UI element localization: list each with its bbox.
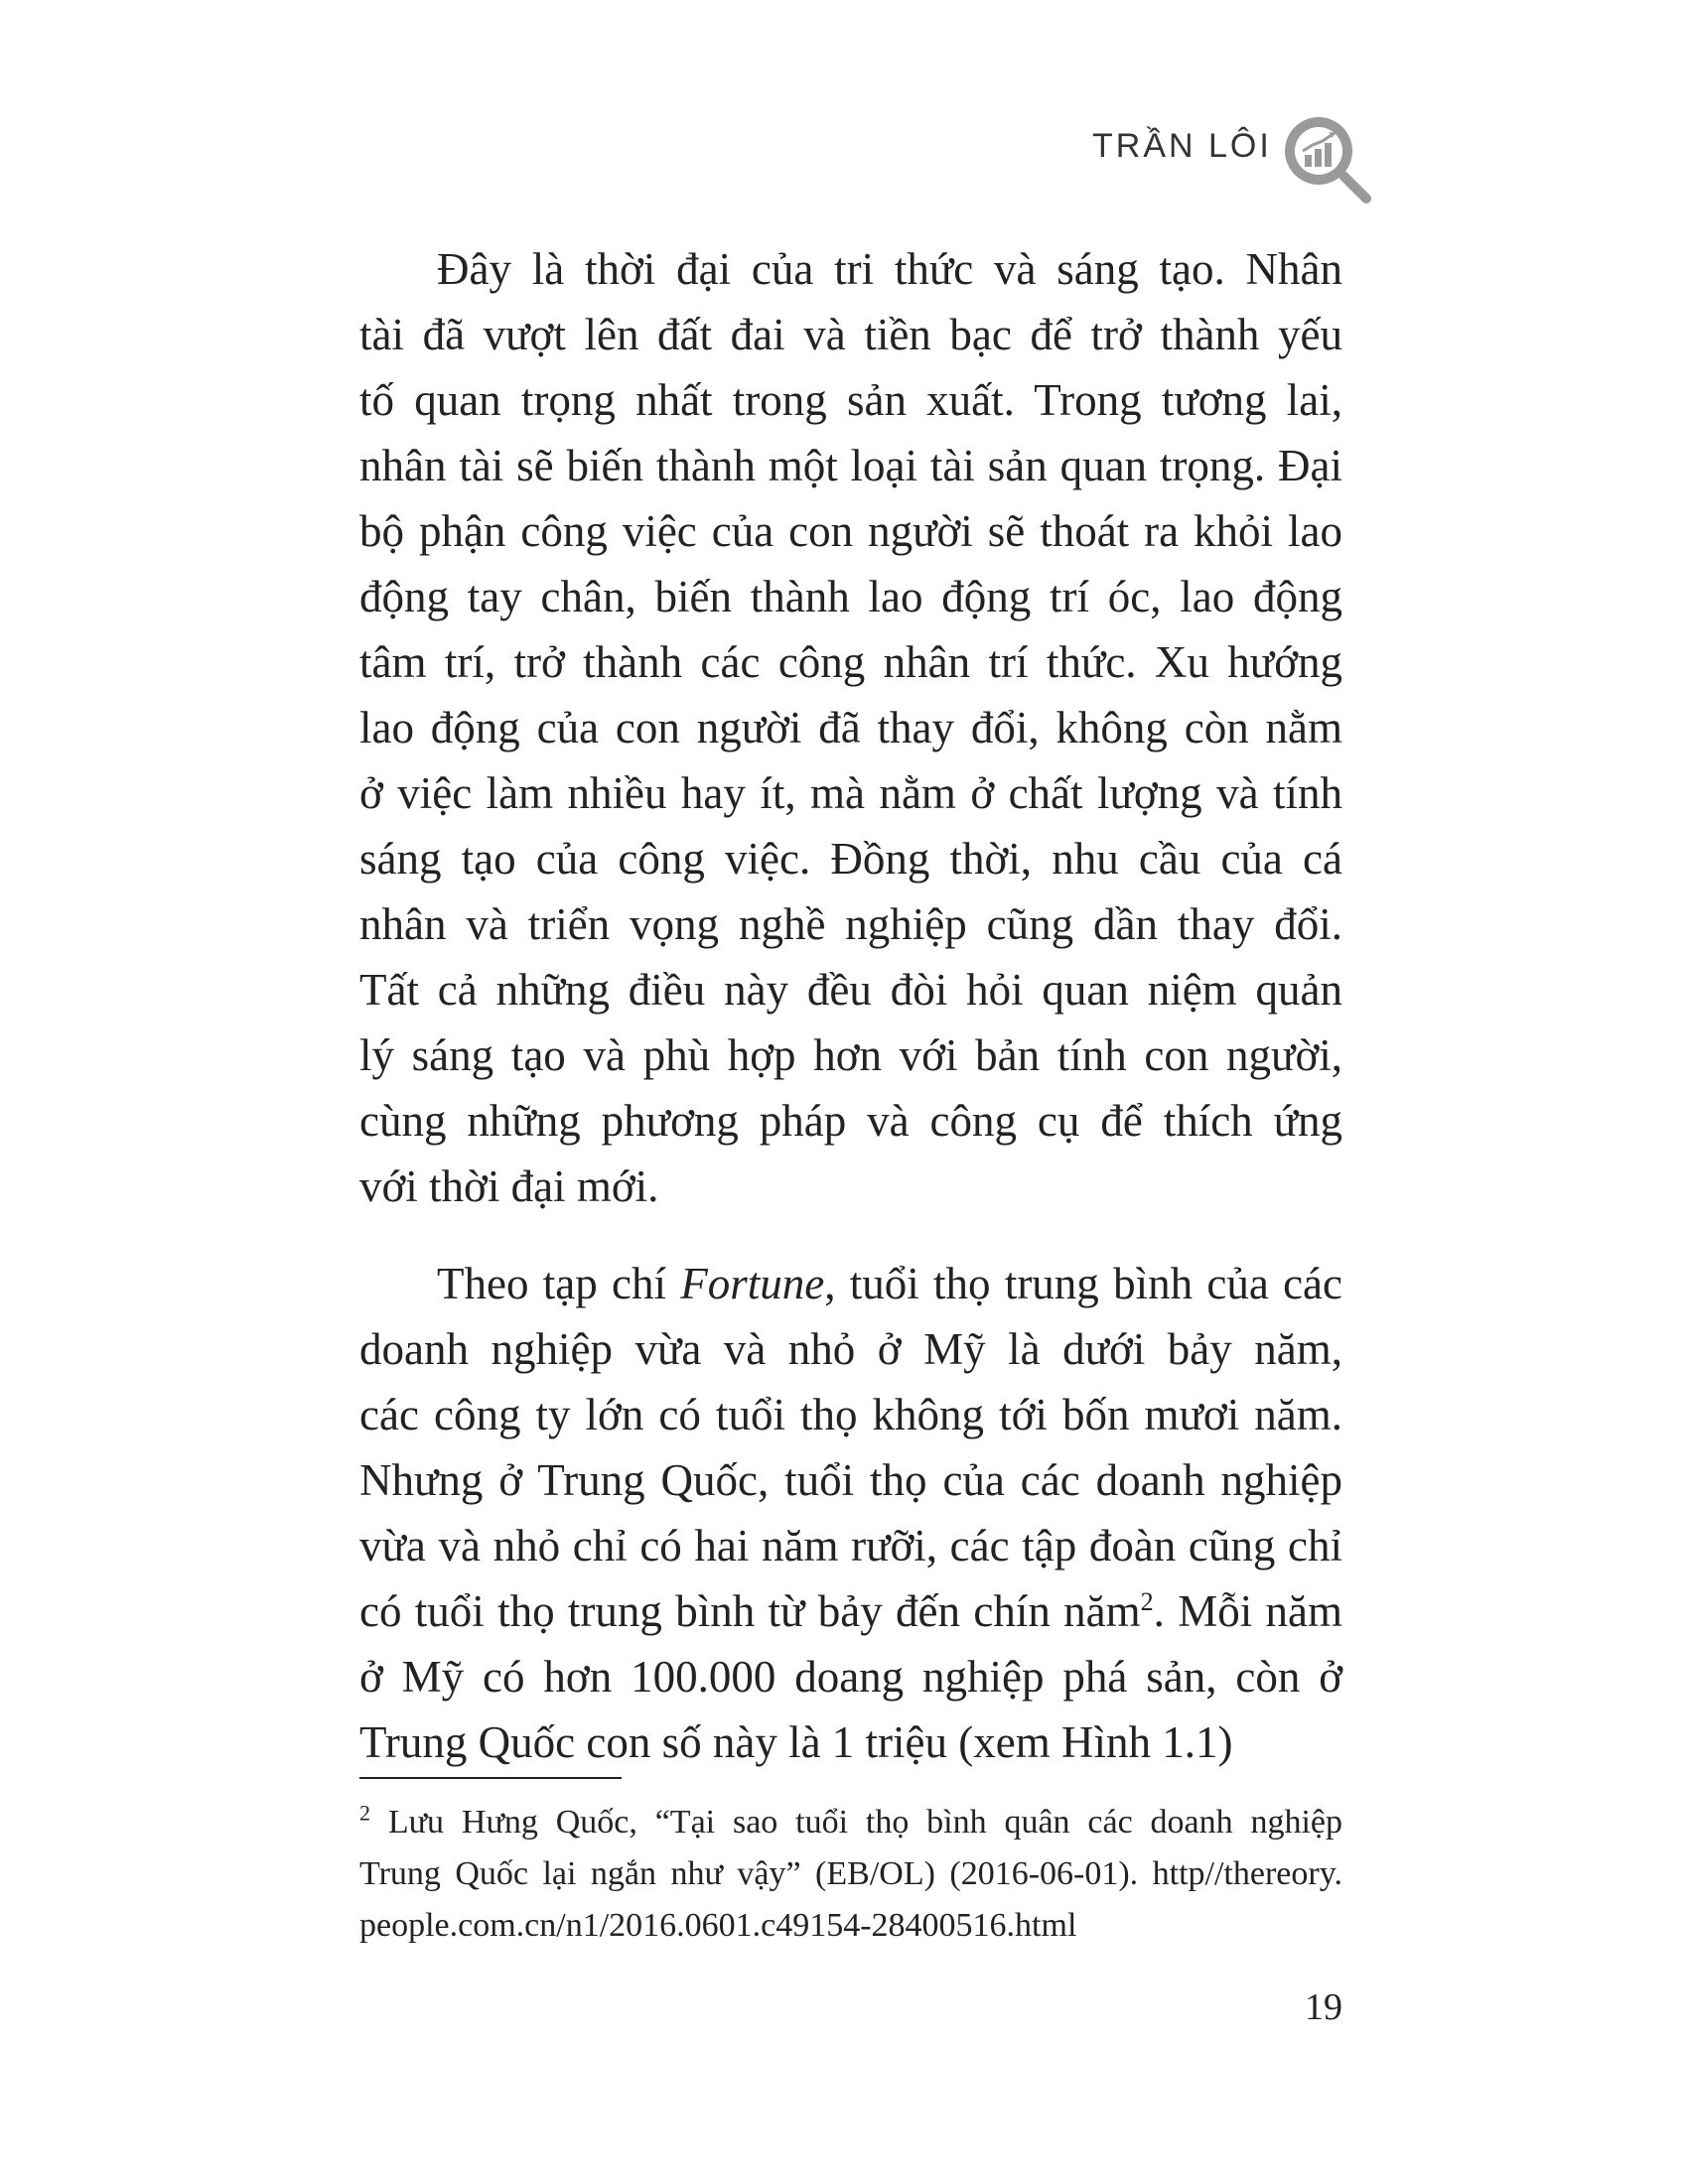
- text-run: có tuổi thọ trung bình từ bảy đến chín năm: [359, 1586, 1141, 1636]
- paragraph-line: Đây là thời đại của tri thức và sáng tạo. Nhân: [437, 244, 1342, 294]
- paragraph-spacer: [359, 1219, 1342, 1251]
- paragraph-line: cùng những phương pháp và công cụ để thích ứng: [359, 1096, 1342, 1146]
- footnote-line: Trung Quốc lại ngắn như vậy” (EB/OL) (2016-06-01). http//thereory.: [359, 1855, 1342, 1892]
- magnifier-chart-icon: [1279, 111, 1378, 210]
- paragraph-line: lý sáng tạo và phù hợp hơn với bản tính con người,: [359, 1030, 1342, 1080]
- paragraph-line: ở việc làm nhiều hay ít, mà nằm ở chất lượng và tính: [359, 768, 1342, 818]
- footnote-reference[interactable]: 2: [1140, 1587, 1154, 1616]
- footnote-divider: [359, 1777, 622, 1779]
- paragraph-line: nhân và triển vọng nghề nghiệp cũng dần thay đổi.: [359, 899, 1342, 949]
- text-run: , tuổi thọ trung bình của các: [824, 1259, 1342, 1308]
- paragraph-line: tâm trí, trở thành các công nhân trí thức. Xu hướng: [359, 637, 1342, 687]
- text-run: . Mỗi năm: [1153, 1586, 1342, 1636]
- paragraph-line: Tất cả những điều này đều đòi hỏi quan niệm quản: [359, 965, 1342, 1015]
- paragraph-1: [359, 236, 1342, 1219]
- paragraph-line: doanh nghiệp vừa và nhỏ ở Mỹ là dưới bảy năm,: [359, 1324, 1342, 1374]
- paragraph-line: Nhưng ở Trung Quốc, tuổi thọ của các doanh nghiệp: [359, 1455, 1342, 1505]
- paragraph-line: vừa và nhỏ chỉ có hai năm rưỡi, các tập đoàn cũng chỉ: [359, 1521, 1342, 1570]
- paragraph-line: bộ phận công việc của con người sẽ thoát ra khỏi lao: [359, 506, 1342, 556]
- footnote-line: [359, 1797, 1342, 1848]
- text-run: Theo tạp chí: [437, 1259, 681, 1308]
- footnote-marker: 2: [359, 1800, 370, 1826]
- paragraph-line: động tay chân, biến thành lao động trí óc, lao động: [359, 572, 1342, 621]
- paragraph-line: Trung Quốc con số này là 1 triệu (xem Hình 1.1): [359, 1717, 1233, 1767]
- footnote: [359, 1797, 1342, 1952]
- paragraph-line: các công ty lớn có tuổi thọ không tới bốn mươi năm.: [359, 1390, 1342, 1439]
- paragraph-line: lao động của con người đã thay đổi, không còn nằm: [359, 703, 1342, 752]
- body-text: [359, 236, 1342, 1775]
- magazine-title: Fortune: [680, 1259, 825, 1308]
- paragraph-line: tài đã vượt lên đất đai và tiền bạc để trở thành yếu: [359, 310, 1342, 359]
- paragraph-line: nhân tài sẽ biến thành một loại tài sản quan trọng. Đại: [359, 441, 1342, 490]
- footnote-url: people.com.cn/n1/2016.0601.c49154-28400516.html: [359, 1907, 1077, 1944]
- running-header-author: TRẦN LÔI: [1092, 127, 1272, 165]
- text-run: Lưu Hưng Quốc, “Tại sao tuổi thọ bình quân các doanh nghiệp: [370, 1804, 1342, 1841]
- paragraph-line: [359, 1578, 1342, 1644]
- paragraph-line: sáng tạo của công việc. Đồng thời, nhu cầu của cá: [359, 834, 1342, 884]
- paragraph-line: tố quan trọng nhất trong sản xuất. Trong tương lai,: [359, 375, 1342, 425]
- page-number: 19: [1305, 1986, 1342, 2028]
- paragraph-line: với thời đại mới.: [359, 1161, 659, 1211]
- paragraph-line: [359, 1251, 1342, 1316]
- paragraph-line: ở Mỹ có hơn 100.000 doang nghiệp phá sản, còn ở: [359, 1652, 1342, 1702]
- paragraph-2: [359, 1251, 1342, 1775]
